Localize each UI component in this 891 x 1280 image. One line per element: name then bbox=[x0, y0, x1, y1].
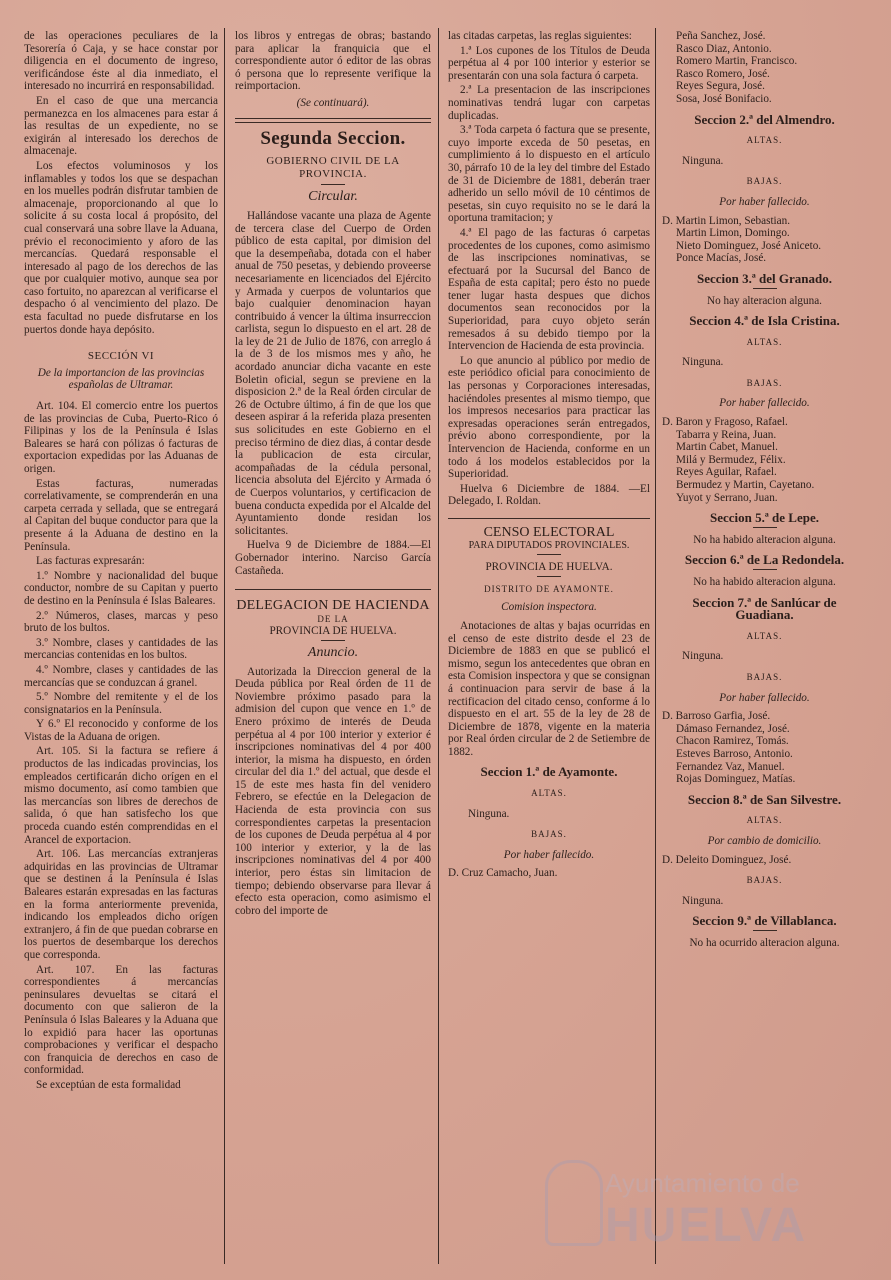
section-title: Segunda Seccion. bbox=[260, 127, 406, 149]
altas-label: ALTAS. bbox=[746, 336, 783, 347]
double-rule bbox=[235, 118, 431, 123]
altas-label: ALTAS. bbox=[746, 815, 783, 826]
circular-title: Circular. bbox=[308, 189, 358, 205]
paragraph: Estas facturas, numeradas correlativamente, se comprenderán en una carpeta cerrada y sellada, que se entregará al Capitan del buque conductor para que la presente á la Aduana de destino en la Península. bbox=[24, 477, 218, 553]
person-name: Reyes Segura, José. bbox=[676, 80, 765, 93]
paragraph: 4.º Nombre, clases y cantidades de las mercancías que se conduzcan á granel. bbox=[24, 663, 218, 689]
column-1 bbox=[24, 30, 218, 1094]
paragraph: Anotaciones de altas y bajas ocurridas en el censo de este distrito desde el 23 de Diciembre de 1883 en que se publicó el mismo, segun los antecedentes que obran en esta Comision inspectora y que se consignan á continuacion para servir de base á la rectificacion del citado censo, conforme á lo dispuesto en el art. 55 de la ley de 28 de Diciembre de 1878, vigente en la materia por Real órden circular de 2 de Setiembre de 1882. bbox=[448, 619, 650, 758]
person-name: Dámaso Fernandez, José. bbox=[676, 722, 790, 735]
divider bbox=[753, 930, 777, 931]
divider bbox=[537, 554, 561, 555]
section-8-title: Seccion 8.ª de San Silvestre. bbox=[687, 791, 842, 807]
paragraph: 2.º Números, clases, marcas y peso bruto de los bultos. bbox=[24, 609, 218, 635]
section-heading: SECCIÓN VI bbox=[87, 350, 155, 363]
column-4 bbox=[662, 30, 867, 949]
watermark-line-1: Ayuntamiento de bbox=[605, 1168, 800, 1198]
watermark-line-2: HUELVA bbox=[605, 1199, 808, 1252]
censo-subtitle: PARA DIPUTADOS PROVINCIALES. bbox=[468, 539, 630, 551]
person-name: Chacon Ramirez, Tomás. bbox=[676, 735, 789, 748]
reason: Por cambio de domicilio. bbox=[707, 834, 822, 847]
paragraph: 1.º Nombre y nacionalidad del buque conductor, nombre de su Capitan y puerto de destino en la Península é Islas Baleares. bbox=[24, 569, 218, 607]
person-name: Sosa, José Bonifacio. bbox=[676, 92, 772, 105]
divider bbox=[321, 184, 345, 185]
person-name: Romero Martin, Francisco. bbox=[676, 55, 798, 68]
watermark-logo bbox=[545, 1150, 845, 1260]
comision-title: Comision inspectora. bbox=[501, 601, 597, 614]
column-rule bbox=[438, 28, 439, 1264]
seal-icon bbox=[545, 1160, 603, 1246]
bajas-label: BAJAS. bbox=[746, 671, 783, 682]
paragraph: 3.º Nombre, clases y cantidades de las mercancias contenidas en los bultos. bbox=[24, 636, 218, 662]
paragraph: las citadas carpetas, las reglas siguientes: bbox=[448, 30, 632, 42]
person-name: Nieto Dominguez, José Aniceto. bbox=[676, 239, 822, 252]
person-name: Yuyot y Serrano, Juan. bbox=[676, 491, 778, 504]
paragraph: 3.ª Toda carpeta ó factura que se presente, cuyo importe exceda de 50 pesetas, en cumplimiento á lo dispuesto en el artículo 30, párrafo 10 de la ley del timbre del Estado de 31 de Diciembre de 1881, deberán traer adherido un sello móvil de 10 céntimos de pesetas, sin cuyo requisito no se le dará la oportuna tramitacion; y bbox=[448, 124, 650, 225]
ninguna: Ninguna. bbox=[682, 154, 724, 167]
reason: Por haber fallecido. bbox=[719, 691, 810, 704]
section-subheading: De la importancion de las provincias españolas de Ultramar. bbox=[37, 366, 205, 392]
person-name: Martin Cabet, Manuel. bbox=[676, 441, 778, 454]
paragraph: 4.ª El pago de las facturas ó carpetas procedentes de los cupones, como asimismo de las inscripciones nominativas, se efectuará por la Sucursal del Banco de España de esta capital; pero ésto no puede tener lugar hasta despues que dichos documentos sean reconocidos por la Superioridad, para cuyo objeto serán remesados á su debido tiempo por la Intervencion de Hacienda de esta provincia. bbox=[448, 226, 650, 353]
paragraph: Art. 107. En las facturas correspondientes á mercancías peninsulares devueltas se citará el documento con que salieron de la Península ó Islas Baleares y la Aduana que lo expidió para hacer las oportunas comprobaciones y verificar el despacho con franquicia de derechos en caso de conformidad. bbox=[24, 963, 218, 1077]
note: No ha ocurrido alteracion alguna. bbox=[689, 936, 840, 949]
paragraph: Se exceptúan de esta formalidad bbox=[36, 1078, 181, 1091]
person-name: D. Deleito Dominguez, José. bbox=[662, 853, 792, 866]
person-name: D. Baron y Fragoso, Rafael. bbox=[662, 416, 788, 429]
person-name: Rojas Dominguez, Matías. bbox=[676, 773, 796, 786]
person-name: D. Martin Limon, Sebastian. bbox=[662, 214, 791, 227]
column-rule bbox=[655, 28, 656, 1264]
section-6-title: Seccion 6.ª de La Redondela. bbox=[684, 552, 845, 568]
ninguna: Ninguna. bbox=[682, 650, 724, 663]
person-name: D. Barroso Garfia, José. bbox=[662, 710, 771, 723]
paragraph: Las facturas expresarán: bbox=[36, 555, 145, 568]
paragraph: Art. 104. El comercio entre los puertos de las provincias de Cuba, Puerto-Rico ó Filipinas y los de la Península é Islas Baleares se hará con pólizas ó facturas de exportacion expedidas por las Aduanas de origen. bbox=[24, 400, 218, 475]
person-name: Martin Limon, Domingo. bbox=[676, 227, 790, 240]
note: No hay alteracion alguna. bbox=[707, 294, 822, 307]
paragraph: Hallándose vacante una plaza de Agente de tercera clase del Cuerpo de Orden público de esta capital, por dimision del que la desempeñaba, dotada con el haber anual de 750 pesetas, y debiendo proveerse necesariamente en licenciados del Ejército y Armada y cuerpos de voluntarios que bajo cualquier denominacion hayan contribuido á vencer la última insurreccion carlista, segun lo dispuesto en el art. 28 de la ley de 21 de Julio de 1876, con arreglo á la de 3 de los mismos mes y año, he acordado anunciar dicha vacante en este Boletin oficial, segun se previene en la disposicion 2.ª de la Real órden circular de 26 de Octubre último, á fin de que los que deseen aspirar á la referida plaza presenten sus solicitudes en este Gobierno en el preciso término de diez dias, á contar desde la publicacion de esta circular, acompañadas de la cédula personal, licencia absoluta del Ejército y Armada ó de Cuerpos voluntarios, y certificacion de buena conducta expedida por el Alcalde del Ayuntamiento donde residan los solicitantes. bbox=[235, 209, 431, 537]
altas-label: ALTAS. bbox=[746, 135, 783, 146]
person-name: D. Cruz Camacho, Juan. bbox=[448, 867, 558, 880]
gov-title: GOBIERNO CIVIL DE LA PROVINCIA. bbox=[266, 155, 400, 180]
altas-label: ALTAS. bbox=[531, 788, 567, 799]
ninguna: Ninguna. bbox=[468, 807, 510, 820]
paragraph: En el caso de que una mercancia permanezca en los almacenes para estar á las resultas de un expediente, no se exigirán al interesado los derechos de almacenaje. bbox=[24, 94, 218, 158]
deleg-province: PROVINCIA DE HUELVA. bbox=[269, 625, 397, 638]
divider bbox=[235, 589, 431, 590]
paragraph: Autorizada la Direccion general de la Deuda pública por Real órden de 11 de Noviembre próximo pasado para la admision del cupon que vence en 1.º de Enero próximo de interés de Deuda perpétua al 4 por 100 interior y exterior é inscripciones nominativas del 4 por 400 interior, la misma ha dispuesto, en órden circular del dia 1.º del actual, que desde el 15 de este mes hasta fin del venidero Febrero, se efectúe en la Delegacion de Hacienda de esta provincia con sus correspondientes carpetas la presentacion de los cupones de Deuda perpétua al 4 por 100 interior y exterior, y la de las inscripciones nominativas del 4 por 400 interior, pero éstas sin limitacion de tiempo; debiendo observarse para llevar á efecto esta operacion, como asimismo el cobro del importe de bbox=[235, 665, 431, 917]
person-name: Ponce Macías, José. bbox=[676, 252, 767, 265]
section-1-title: Seccion 1.ª de Ayamonte. bbox=[480, 764, 618, 780]
person-name: Tabarra y Reina, Juan. bbox=[676, 428, 777, 441]
section-2-title: Seccion 2.ª del Almendro. bbox=[694, 111, 835, 127]
divider bbox=[537, 576, 561, 577]
reason: Por haber fallecido. bbox=[719, 195, 810, 208]
divider bbox=[448, 518, 650, 519]
signature: Huelva 9 de Diciembre de 1884.—El Gobernador interino. Narciso García Castañeda. bbox=[235, 539, 431, 577]
bajas-label: BAJAS. bbox=[746, 377, 783, 388]
paragraph: de las operaciones peculiares de la Tesorería ó Caja, y se hace constar por diligencia en el documento de ingreso, verificándose éste al dia inmediato, el interesado no incurrirá en responsabilidad. bbox=[24, 30, 218, 93]
person-name: Esteves Barroso, Antonio. bbox=[676, 747, 793, 760]
section-4-title: Seccion 4.ª de Isla Cristina. bbox=[689, 313, 840, 329]
anuncio-title: Anuncio. bbox=[307, 644, 359, 660]
deleg-de: DE LA bbox=[317, 613, 349, 624]
column-rule bbox=[224, 28, 225, 1264]
divider bbox=[753, 569, 777, 570]
divider bbox=[753, 527, 777, 528]
person-name: Fernandez Vaz, Manuel. bbox=[676, 760, 785, 773]
bajas-label: BAJAS. bbox=[746, 875, 783, 886]
paragraph: 5.º Nombre del remitente y el de los consignatarios en la Península. bbox=[24, 691, 218, 716]
paragraph: Art. 106. Las mercancías extranjeras adquiridas en las provincias de Ultramar que se destinen á la Península é Islas Baleares estarán expresadas en las facturas en la forma anteriormente prevenida, indicando los empleados dicho orígen extranjero, á fin de que puedan cobrarse en los puertos de desembarque los derechos que corresponda. bbox=[24, 848, 218, 961]
paragraph: los libros y entregas de obras; bastando para aplicar la franquicia que el correspondiente autor ó editor de las obras ó persona que lo represente verifique la reimportacion. bbox=[235, 30, 431, 93]
divider bbox=[321, 640, 345, 641]
person-name: Reyes Aguilar, Rafael. bbox=[676, 466, 777, 479]
column-3 bbox=[448, 30, 650, 882]
paragraph: Lo que anuncio al público por medio de este periódico oficial para conocimiento de las personas y Corporaciones interesadas, haciéndoles presentes al mismo tiempo, que los impresos necesarios para practicar las expresadas operaciones serán entregados, prévio abono correspondiente, por la Intervencion de Hacienda, conforme en un todo á los modelos establecidos por la Superioridad. bbox=[448, 354, 650, 481]
column-2 bbox=[235, 30, 431, 919]
person-name: Rasco Diaz, Antonio. bbox=[676, 42, 772, 55]
paragraph: Los efectos voluminosos y los inflamables y todos los que se despachan en los muelles podrán disfrutar tambien de almacenaje, proporcionando al que lo solicite á su costa local á propósito, del cual conservará una sobre llave la Aduana, prévio el reconocimiento y aforo de las mercancías. Quedará responsable el interesado al pago de los derechos de las que por cualquier motivo, aunque sea por caso fortuito, no aparezcan al verificarse el despacho ó al vencimiento del plazo. De esta facultad no puede disfrutarse en los puertos donde haya depósito. bbox=[24, 159, 218, 336]
bajas-label: BAJAS. bbox=[746, 176, 783, 187]
section-7-title: Seccion 7.ª de Sanlúcar de Guadiana. bbox=[692, 594, 837, 623]
paragraph: Y 6.º El reconocido y conforme de los Vistas de la Aduana de origen. bbox=[24, 718, 218, 743]
person-name: Peña Sanchez, José. bbox=[676, 30, 766, 42]
altas-label: ALTAS. bbox=[746, 630, 783, 641]
bajas-label: BAJAS. bbox=[531, 829, 567, 840]
person-name: Rasco Romero, José. bbox=[676, 67, 770, 80]
signature: Huelva 6 Diciembre de 1884. —El Delegado, I. Roldan. bbox=[448, 482, 650, 508]
note: No ha habido alteracion alguna. bbox=[693, 533, 836, 546]
censo-title: CENSO ELECTORAL bbox=[483, 524, 615, 540]
section-9-title: Seccion 9.ª de Villablanca. bbox=[692, 913, 837, 929]
person-name: Milá y Bermudez, Félix. bbox=[676, 453, 786, 466]
paragraph: 2.ª La presentacion de las inscripciones nominativas tendrá lugar con carpetas duplicadas. bbox=[448, 84, 650, 122]
section-5-title: Seccion 5.ª de Lepe. bbox=[710, 510, 819, 526]
deleg-title: DELEGACION DE HACIENDA bbox=[236, 598, 430, 614]
district-title: DISTRITO DE AYAMONTE. bbox=[484, 583, 614, 594]
paragraph: Art. 105. Si la factura se refiere á productos de las indicadas provincias, los empleados certificarán dicho orígen en el mismo documento, así como tambien que las mercancías son libres de derechos de salida, ó que han satisfecho los que proceda cuando estén comprendidas en el Arancel de exportacion. bbox=[24, 745, 218, 846]
divider bbox=[753, 288, 777, 289]
note: No ha habido alteracion alguna. bbox=[693, 576, 836, 588]
reason: Por haber fallecido. bbox=[719, 397, 810, 410]
person-name: Bermudez y Martin, Cayetano. bbox=[676, 479, 815, 492]
paragraph: 1.ª Los cupones de los Títulos de Deuda perpétua al 4 por 100 interior y esterior se presentarán con una sola factura ó carpeta. bbox=[448, 44, 650, 82]
continued-note: (Se continuará). bbox=[296, 96, 370, 109]
section-3-title: Seccion 3.ª del Granado. bbox=[697, 270, 832, 286]
ninguna: Ninguna. bbox=[682, 894, 724, 907]
reason: Por haber fallecido. bbox=[503, 848, 595, 861]
province-title: PROVINCIA DE HUELVA. bbox=[485, 561, 613, 574]
ninguna: Ninguna. bbox=[682, 356, 724, 369]
